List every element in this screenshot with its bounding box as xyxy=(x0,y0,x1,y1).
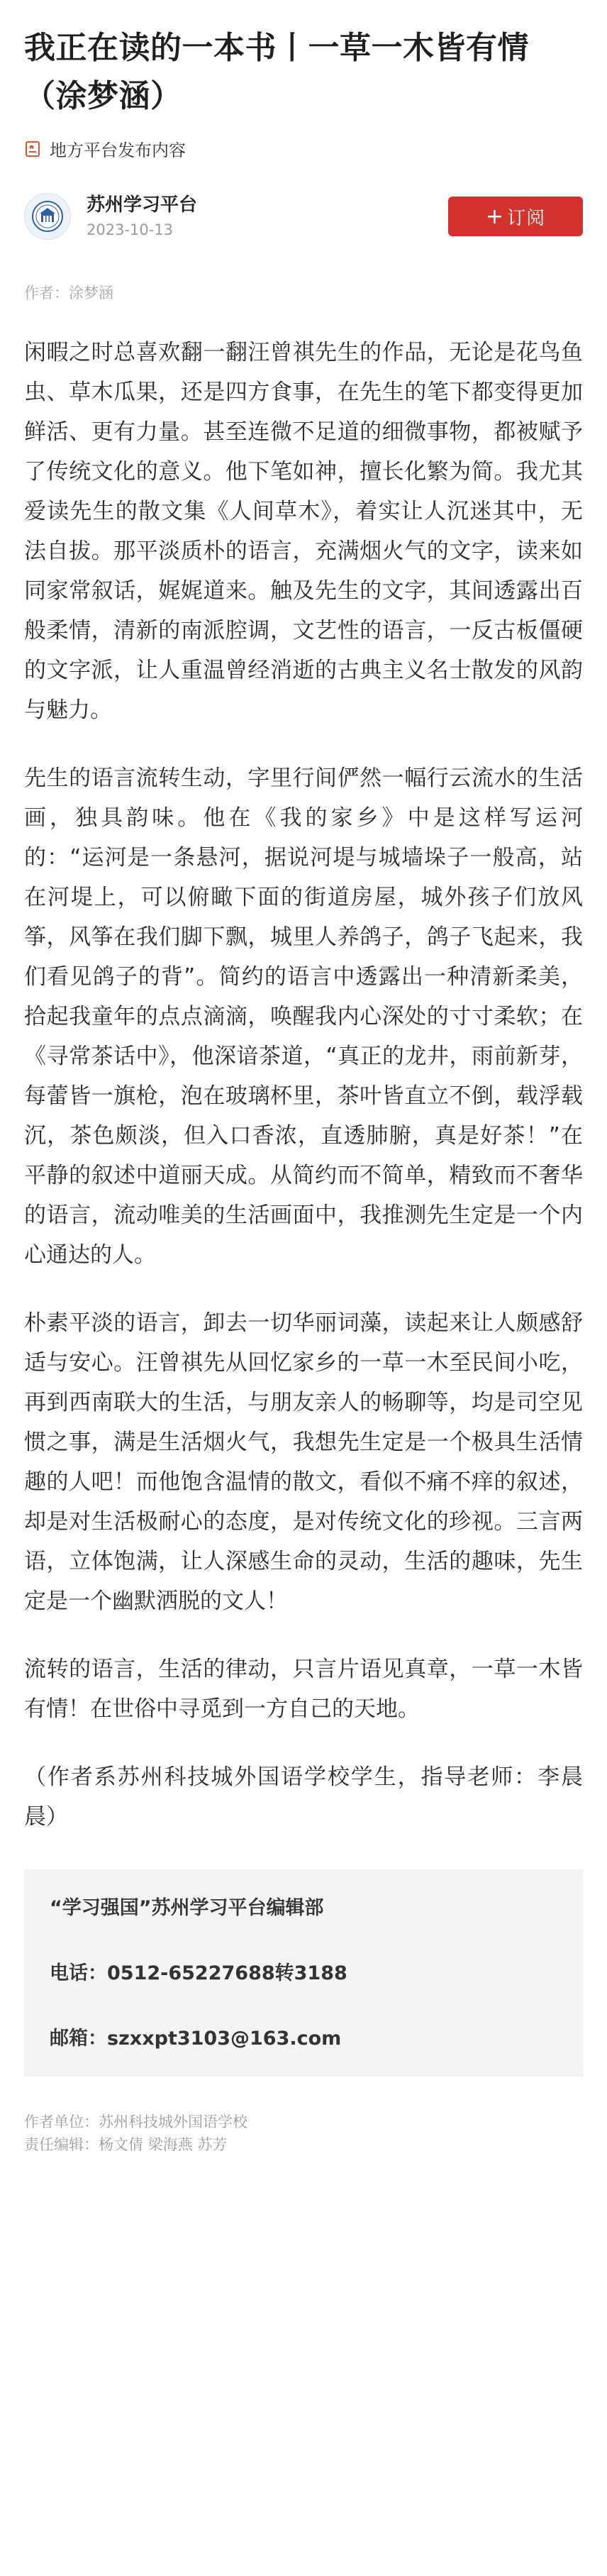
contact-box xyxy=(24,1869,583,2077)
paragraph-3: 朴素平淡的语言，卸去一切华丽词藻，读起来让人颇感舒适与安心。汪曾祺先从回忆家乡的一草一木至民间小吃，再到西南联大的生活，与朋友亲人的畅聊等，均是司空见惯之事，满是生活烟火气，我想先生定是一个极具生活情趣的人吧！而他饱含温情的散文，看似不痛不痒的叙述，却是对生活极耐心的态度，是对传统文化的珍视。三言两语，立体饱满，让人深感生命的灵动，生活的趣味，先生定是一个幽默洒脱的文人！ xyxy=(24,1310,583,1614)
account-text xyxy=(87,192,197,241)
paragraph-4: 流转的语言，生活的律动，只言片语见真章，一草一木皆有情！在世俗中寻觅到一方自己的天地。 xyxy=(24,1657,583,1722)
article-title: 我正在读的一本书丨一草一木皆有情（涂梦涵） xyxy=(24,30,529,114)
footer-unit: 作者单位：苏州科技城外国语学校 xyxy=(24,2113,247,2130)
avatar[interactable] xyxy=(24,193,71,240)
plus-icon: + xyxy=(485,204,505,229)
subscribe-label: 订阅 xyxy=(507,207,546,229)
document-icon xyxy=(24,140,41,157)
account-bar xyxy=(24,192,583,241)
footer xyxy=(24,2111,583,2156)
contact-email: 邮箱：szxxpt3103@163.com xyxy=(50,2028,342,2050)
source-line xyxy=(24,136,583,161)
source-label: 地方平台发布内容 xyxy=(50,140,186,160)
subscribe-button[interactable] xyxy=(448,197,583,236)
author-note: （作者系苏州科技城外国语学校学生，指导老师：李晨晨） xyxy=(24,1764,583,1830)
contact-department: “学习强国”苏州学习平台编辑部 xyxy=(50,1897,324,1919)
account-info[interactable] xyxy=(24,192,197,241)
author-line: 作者：涂梦涵 xyxy=(24,284,113,302)
publish-date: 2023-10-13 xyxy=(87,221,174,238)
footer-editors: 责任编辑：杨文倩 梁海燕 苏芳 xyxy=(24,2136,228,2153)
account-name[interactable]: 苏州学习平台 xyxy=(87,194,198,216)
contact-phone: 电话：0512-65227688转3188 xyxy=(50,1962,347,1984)
paragraph-1: 闲暇之时总喜欢翻一翻汪曾祺先生的作品，无论是花鸟鱼虫、草木瓜果，还是四方食事，在先生的笔下都变得更加鲜活、更有力量。甚至连微不足道的细微事物，都被赋予了传统文化的意义。他下笔如神，擅长化繁为简。我尤其爱读先生的散文集《人间草木》，着实让人沉迷其中，无法自拔。那平淡质朴的语言，充满烟火气的文字，读来如同家常叙话，娓娓道来。触及先生的文字，其间透露出百般柔情，清新的南派腔调，文艺性的语言，一反古板僵硬的文字派，让人重温曾经消逝的古典主义名士散发的风韵与魅力。 xyxy=(24,340,583,723)
emblem-icon xyxy=(30,199,65,233)
paragraph-2: 先生的语言流转生动，字里行间俨然一幅行云流水的生活画，独具韵味。他在《我的家乡》中是这样写运河的：“运河是一条悬河，据说河堤与城墙垛子一般高，站在河堤上，可以俯瞰下面的街道房屋，城外孩子们放风筝，风筝在我们脚下飘，城里人养鸽子，鸽子飞起来，我们看见鸽子的背”。简约的语言中透露出一种清新柔美，拾起我童年的点点滴滴，唤醒我内心深处的寸寸柔软；在《寻常茶话中》，他深谙茶道，“真正的龙井，雨前新芽，每蕾皆一旗枪，泡在玻璃杯里，茶叶皆直立不倒，载浮载沉，茶色颇淡，但入口香浓，直透肺腑，真是好茶！”在平静的叙述中道丽天成。从简约而不简单，精致而不奢华的语言，流动唯美的生活画面中，我推测先生定是一个内心通达的人。 xyxy=(24,765,583,1268)
